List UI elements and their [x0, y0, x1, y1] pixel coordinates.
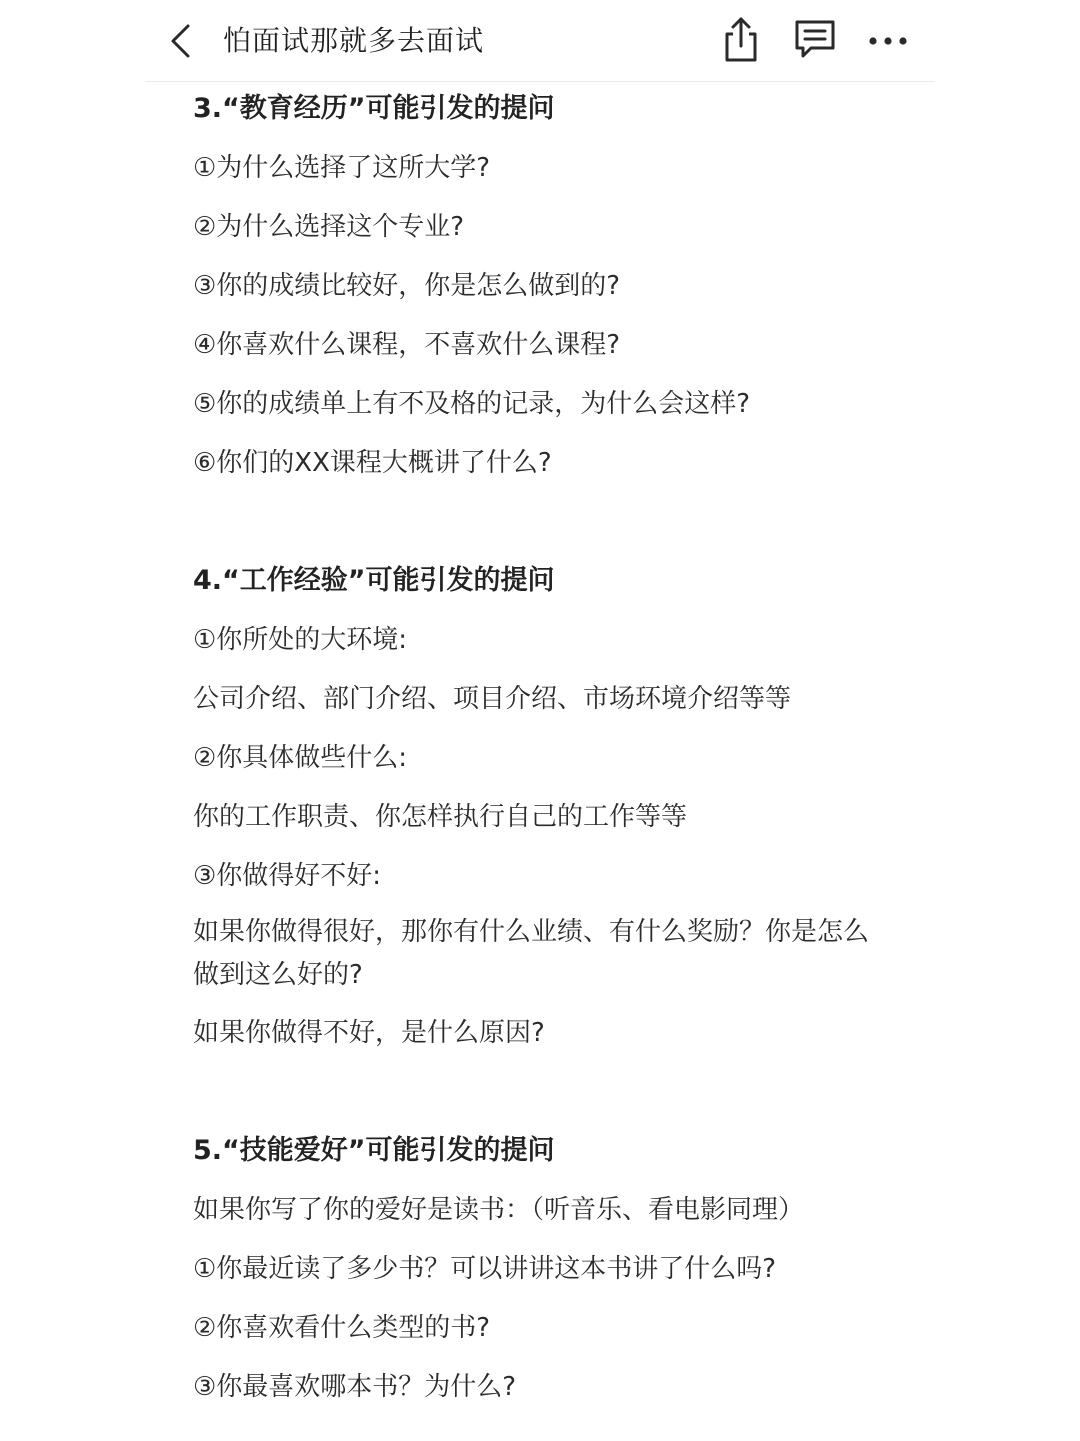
list-item: 你的工作职责、你怎样执行自己的工作等等: [193, 802, 688, 832]
comment-button[interactable]: [789, 14, 841, 66]
section-spacer: [193, 498, 883, 557]
list-item: ①你最近读了多少书？可以讲讲这本书讲了什么吗?: [193, 1254, 777, 1284]
list-item: ⑤你的成绩单上有不及格的记录，为什么会这样?: [193, 389, 751, 419]
section-title-skills: 5.“技能爱好”可能引发的提问: [193, 1135, 555, 1166]
list-item: ②你具体做些什么:: [193, 743, 408, 773]
chevron-left-icon: [161, 18, 201, 64]
list-item: ③你最喜欢哪本书？为什么?: [193, 1372, 517, 1402]
section-title-work: 4.“工作经验”可能引发的提问: [193, 565, 555, 596]
list-item: 如果你写了你的爱好是读书：（听音乐、看电影同理）: [193, 1195, 805, 1225]
list-item: ③你的成绩比较好，你是怎么做到的?: [193, 271, 621, 301]
comment-icon: [789, 14, 841, 66]
list-item: ②你喜欢看什么类型的书?: [193, 1313, 491, 1343]
back-button[interactable]: [161, 18, 201, 64]
list-item: ③你做得好不好:: [193, 861, 382, 891]
top-nav-bar: [145, 0, 935, 82]
list-item: ②为什么选择这个专业?: [193, 212, 465, 242]
list-item: ⑥你们的XX课程大概讲了什么?: [193, 448, 552, 478]
share-icon: [715, 14, 767, 66]
note-body: [193, 85, 883, 1422]
page-title: 怕面试那就多去面试: [223, 24, 485, 57]
share-button[interactable]: [715, 14, 767, 66]
more-icon: [861, 14, 913, 66]
more-button[interactable]: [861, 14, 913, 66]
list-item: ①为什么选择了这所大学?: [193, 153, 491, 183]
list-item: ①你所处的大环境:: [193, 625, 408, 655]
list-item: 公司介绍、部门介绍、项目介绍、市场环境介绍等等: [193, 684, 792, 714]
list-item: 如果你做得不好，是什么原因?: [193, 1018, 545, 1048]
list-item: 如果你做得很好，那你有什么业绩、有什么奖励？你是怎么做到这么好的?: [193, 917, 870, 990]
section-title-education: 3.“教育经历”可能引发的提问: [193, 93, 555, 124]
list-item: ④你喜欢什么课程，不喜欢什么课程?: [193, 330, 621, 360]
section-spacer: [193, 1068, 883, 1127]
